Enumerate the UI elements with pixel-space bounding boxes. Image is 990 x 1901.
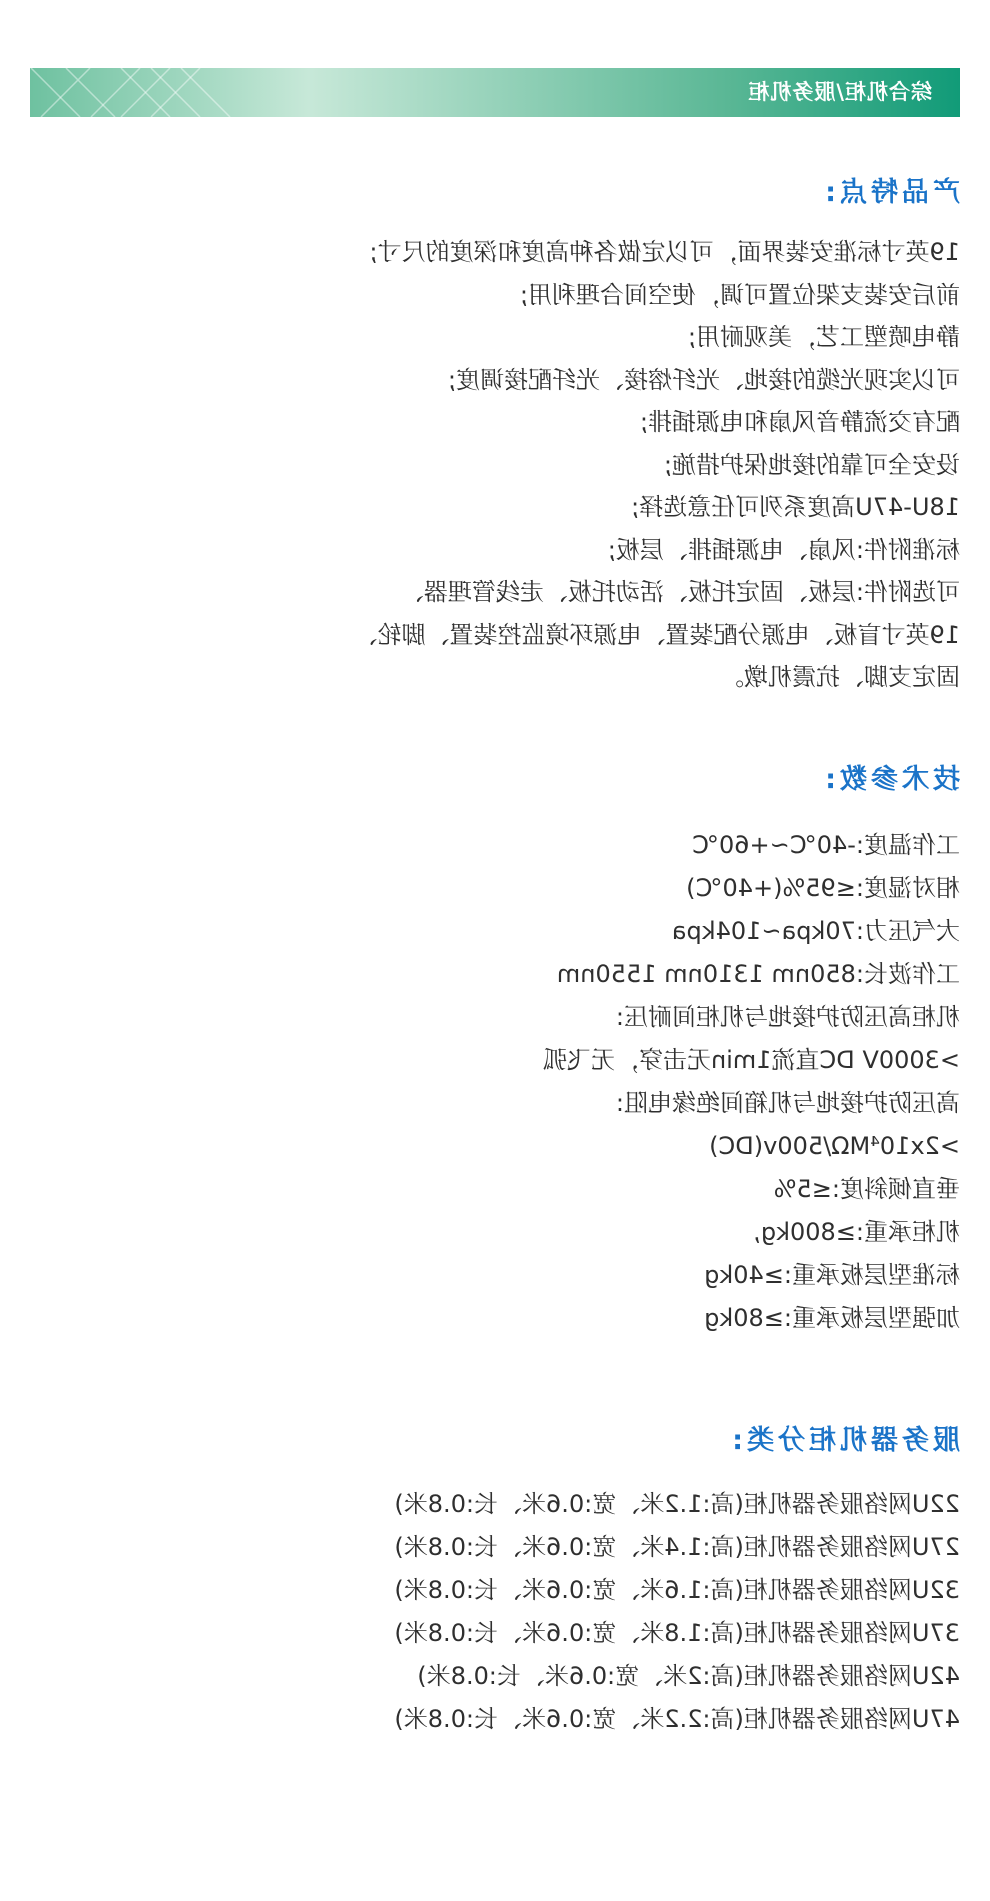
list-item: 垂直倾斜度:≤5%: [773, 1175, 960, 1203]
classification-section: [60, 1421, 960, 1741]
banner-title: 综合机柜/服务机柜: [747, 80, 932, 104]
list-item: 47U网络服务器机柜(高:2.2米、宽:0.6米、长:0.8米): [394, 1705, 960, 1733]
list-item: 相对湿度:≤95%(+40℃): [686, 874, 960, 902]
list-item: 标准附件:风扇、电源插排、层板;: [607, 535, 960, 564]
tech-list: [60, 824, 960, 1340]
list-item: 配有交流静音风扇和电源插排;: [639, 408, 960, 436]
list-item: 工作波长:850nm 1310nm 1550nm: [556, 960, 960, 988]
header-banner: [30, 68, 960, 117]
list-item: 大气压力:70kpa~104kpa: [671, 917, 960, 945]
list-item: 22U网络服务器机柜(高:1.2米、宽:0.6米、长:0.8米): [394, 1490, 960, 1518]
classification-title: 服务器机柜分类:: [728, 1425, 960, 1456]
list-item: >3000V DC直流1min无击穿，无飞弧: [543, 1046, 960, 1074]
list-item: 32U网络服务器机柜(高:1.6米、宽:0.6米、长:0.8米): [394, 1576, 960, 1604]
classification-list: [60, 1483, 960, 1741]
list-item: 18U-47U高度系列可任意选择;: [631, 493, 960, 521]
list-item: 19英寸盲板、电源分配装置、电源环境监控装置、脚轮、: [353, 620, 960, 649]
banner-decoration: [30, 68, 240, 117]
list-item: 37U网络服务器机柜(高:1.8米、宽:0.6米、长:0.8米): [394, 1619, 960, 1647]
list-item: 机柜承重:≥800kg,: [753, 1218, 960, 1246]
list-item: 可以实现光缆的接地、光纤熔接、光纤配接调度;: [447, 365, 960, 394]
list-item: 高压防护接地与机箱间绝缘电阻:: [615, 1089, 960, 1117]
list-item: 静电喷塑工艺，美观耐用;: [687, 323, 960, 351]
list-item: 固定支脚、抗震机墩。: [720, 663, 960, 691]
list-item: 工作温度:-40℃~+60℃: [692, 831, 960, 859]
list-item: 27U网络服务器机柜(高:1.4米、宽:0.6米、长:0.8米): [394, 1533, 960, 1561]
list-item: 加强型层板承重:≥80kg: [704, 1304, 960, 1332]
list-item: 19英寸标准安装界面，可以定做各种高度和深度的尺寸;: [369, 238, 960, 266]
list-item: >2x10⁴MΩ/500v(DC): [709, 1132, 960, 1160]
tech-section: [60, 760, 960, 1340]
list-item: 标准型层板承重:≥40kg: [704, 1261, 960, 1289]
features-title: 产品特点:: [821, 177, 960, 208]
list-item: 设安全可靠的接地保护措施;: [663, 450, 960, 479]
tech-title: 技术参数:: [821, 764, 960, 795]
features-section: [60, 173, 960, 699]
list-item: 42U网络服务器机柜(高:2米、宽:0.6米、长:0.8米): [417, 1662, 960, 1690]
list-item: 可选附件:层板、固定托板、活动托板、走线管理器、: [399, 578, 960, 606]
list-item: 机柜高压防护接地与机柜间耐压:: [615, 1003, 960, 1031]
list-item: 前后安装支架位置可调，使空间合理利用;: [519, 280, 960, 309]
features-list: [60, 231, 960, 699]
